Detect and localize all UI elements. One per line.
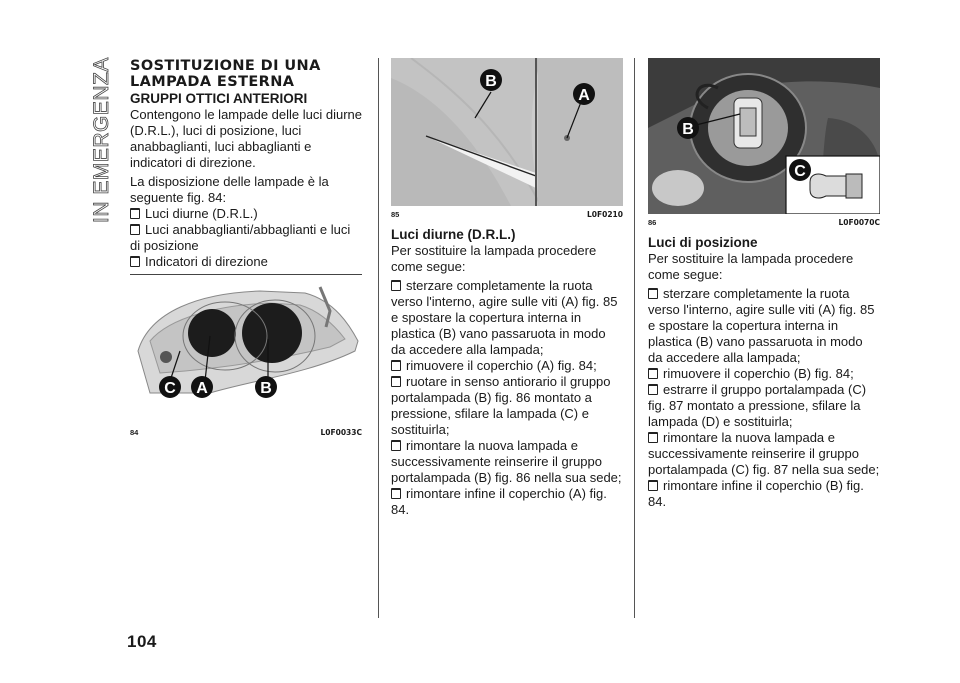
svg-text:C: C [794, 163, 806, 180]
list-item: rimontare infine il coperchio (B) fig. 84. [648, 478, 864, 509]
column-divider [378, 58, 379, 618]
bullet-icon [648, 384, 658, 395]
bullet-icon [130, 224, 140, 235]
list-item: Indicatori di direzione [130, 254, 362, 270]
list-item: estrarre il gruppo portalampada (C) fig. 87 montato a pressione, sfilare la lampada (D) e sostituirla; [648, 382, 867, 429]
svg-text:B: B [682, 121, 694, 138]
column-1 [130, 58, 362, 445]
list-item: sterzare completamente la ruota verso l'interno, agire sulle viti (A) fig. 85 e spostare la copertura interna in plastica (B) vano passaruota in modo da accedere alla lampada; [648, 286, 875, 365]
bullet-icon [391, 280, 401, 291]
svg-text:B: B [260, 380, 272, 397]
figure-number: 85 [391, 210, 400, 219]
figure-caption [648, 218, 880, 227]
section-side-label-text: IN EMERGENZA [90, 57, 113, 223]
figure-caption [391, 210, 623, 219]
page-number: 104 [127, 632, 157, 651]
figure-label-a [191, 376, 213, 398]
list-item: Luci diurne (D.R.L.) [130, 206, 362, 222]
bullet-icon [648, 480, 658, 491]
figure-label-b [677, 117, 699, 139]
figure-caption [130, 428, 362, 437]
list-item: rimuovere il coperchio (B) fig. 84; [648, 366, 880, 382]
list-item: Luci anabbaglianti/abbaglianti e luci di posizione [130, 222, 351, 253]
subsection-title: GRUPPI OTTICI ANTERIORI [130, 91, 308, 106]
bullet-icon [391, 360, 401, 371]
paragraph: Contengono le lampade delle luci diurne (D.R.L.), luci di posizione, luci anabbaglianti, luci abbaglianti e indicatori di direzione. [130, 107, 362, 170]
figure-label-a [573, 83, 595, 105]
figure-label-b [255, 376, 277, 398]
figure-label-c [789, 159, 811, 181]
svg-text:C: C [164, 380, 176, 397]
svg-text:A: A [578, 87, 590, 104]
paragraph: La disposizione delle lampade è la seguente fig. 84: [130, 174, 329, 205]
column-3 [648, 58, 880, 510]
figure-84-headlamp [130, 281, 362, 426]
list-item: rimuovere il coperchio (A) fig. 84; [391, 358, 623, 374]
section-side-label [86, 48, 116, 223]
list-item: rimontare la nuova lampada e successivamente reinserire il gruppo portalampada (C) fig. 87 nella sua sede; [648, 430, 880, 477]
procedure-heading: Luci diurne (D.R.L.) [391, 227, 516, 242]
figure-number: 84 [130, 428, 139, 437]
bullet-icon [391, 376, 401, 387]
list-item: rimontare la nuova lampada e successivamente reinserire il gruppo portalampada (B) fig. 86 nella sua sede; [391, 438, 622, 485]
column-2 [391, 58, 623, 518]
divider [130, 274, 362, 275]
bullet-icon [391, 440, 401, 451]
list-item: rimontare infine il coperchio (A) fig. 84. [391, 486, 607, 517]
figure-code: L0F0070C [838, 218, 880, 227]
figure-code: L0F0210 [587, 210, 623, 219]
bullet-icon [391, 488, 401, 499]
figure-number: 86 [648, 218, 657, 227]
figure-code: L0F0033C [320, 428, 362, 437]
bullet-icon [130, 208, 140, 219]
paragraph: Per sostituire la lampada procedere come segue: [648, 251, 854, 282]
procedure-heading: Luci di posizione [648, 235, 758, 250]
list-item: sterzare completamente la ruota verso l'interno, agire sulle viti (A) fig. 85 e spostare la copertura interna in plastica (B) vano passaruota in modo da accedere alla lampada; [391, 278, 618, 357]
bullet-icon [648, 432, 658, 443]
figure-85-wheel-arch [391, 58, 623, 206]
section-title: SOSTITUZIONE DI UNA LAMPADA ESTERNA [130, 58, 321, 90]
paragraph: Per sostituire la lampada procedere come segue: [391, 243, 597, 274]
svg-text:B: B [485, 73, 497, 90]
bullet-icon [130, 256, 140, 267]
figure-86-bulb-holder [648, 58, 880, 214]
figure-label-c [159, 376, 181, 398]
svg-text:A: A [196, 380, 208, 397]
bullet-icon [648, 288, 658, 299]
bullet-icon [648, 368, 658, 379]
list-item: ruotare in senso antiorario il gruppo portalampada (B) fig. 86 montato a pressione, sfilare la lampada (C) e sostituirla; [391, 374, 611, 437]
figure-label-b [480, 69, 502, 91]
column-divider [634, 58, 635, 618]
